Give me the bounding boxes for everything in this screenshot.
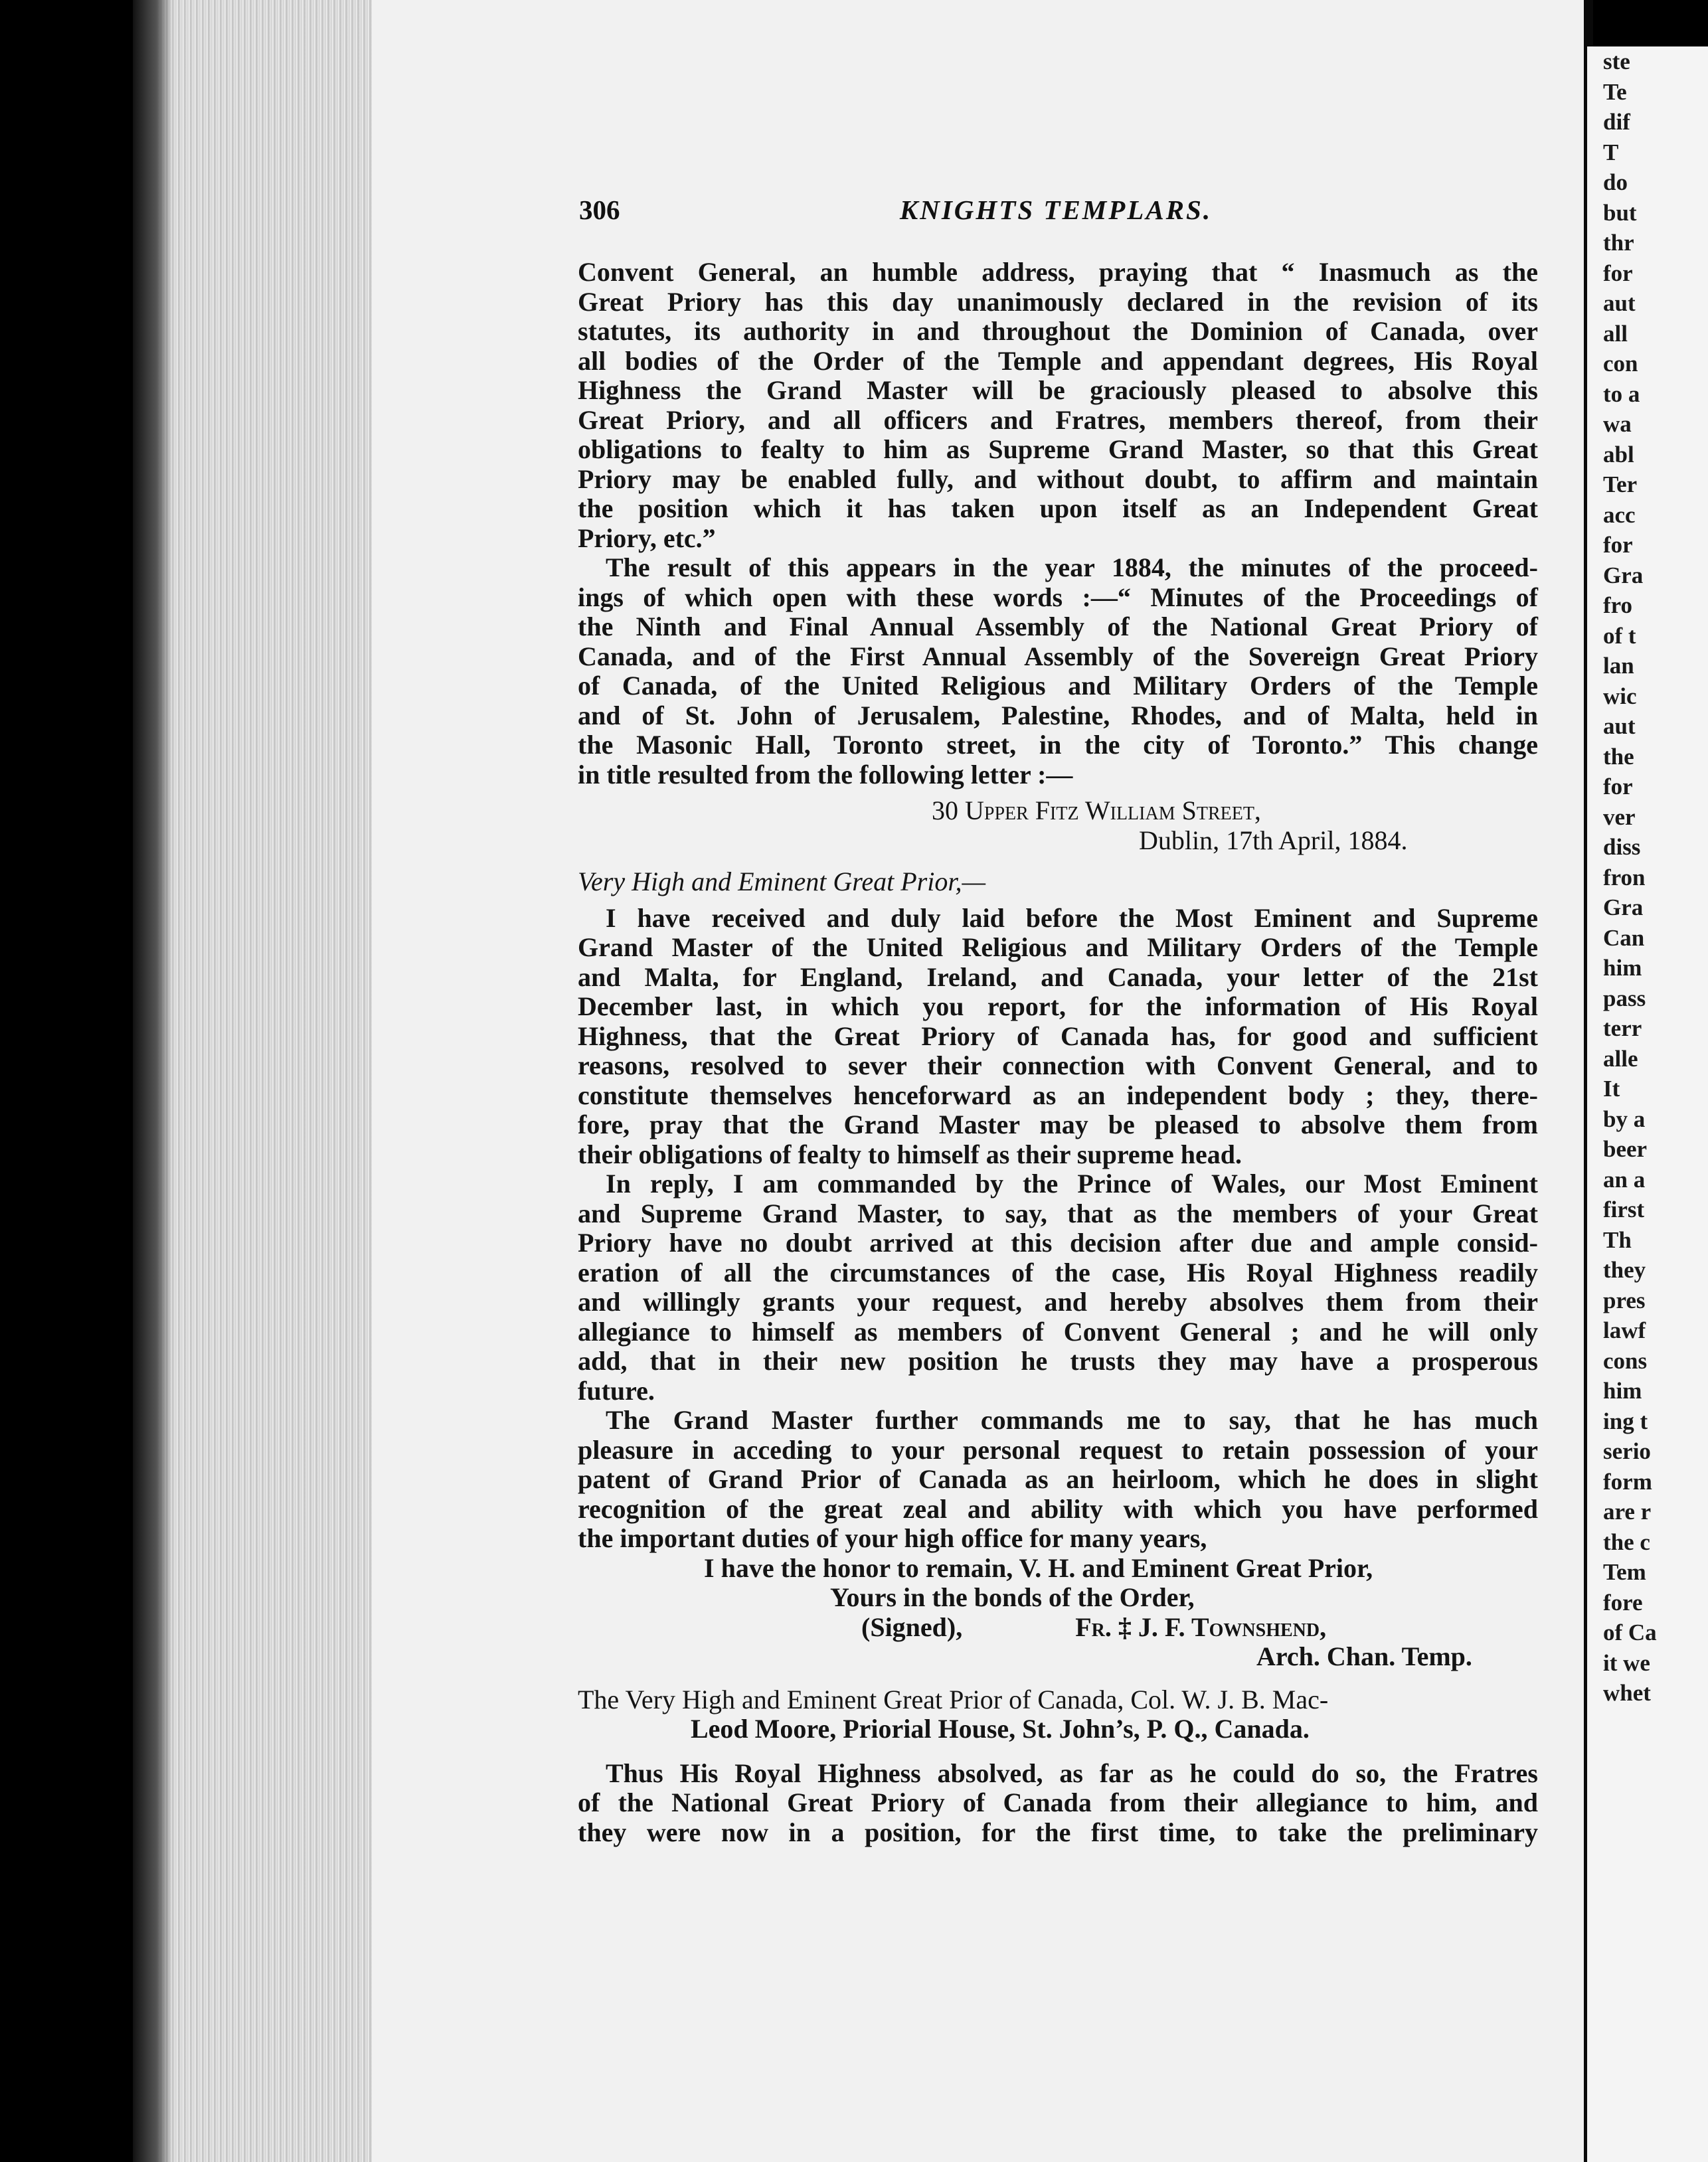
signed-label: (Signed), (861, 1612, 963, 1642)
text-line: allegiance to himself as members of Convent General ; and he will only (578, 1316, 1538, 1347)
facing-page-fragment: serio (1603, 1438, 1651, 1464)
letter-paragraph (578, 904, 1538, 1170)
closing-paragraph (578, 1744, 1538, 1848)
letter-paragraph (578, 1406, 1538, 1554)
facing-page-fragment: terr (1603, 1015, 1642, 1041)
text-line: The result of this appears in the year 1884, the minutes of the proceed- (606, 552, 1538, 582)
text-line: of Canada, of the United Religious and Military Orders of the Temple (578, 671, 1538, 701)
facing-page-fragment: thr (1603, 230, 1634, 256)
page-header (579, 194, 1533, 231)
closing-line: Yours in the bonds of the Order, (830, 1582, 1195, 1612)
facing-page-fragment: they (1603, 1257, 1646, 1283)
page-number: 306 (579, 195, 620, 225)
text-line: and of St. John of Jerusalem, Palestine, Rhodes, and of Malta, held in (578, 700, 1538, 730)
text-line: Convent General, an humble address, praying that “ Inasmuch as the (578, 257, 1538, 287)
facing-page-fragment: lan (1603, 653, 1634, 679)
facing-page-fragment: acc (1603, 501, 1636, 528)
facing-page-fragment: abl (1603, 441, 1634, 467)
facing-page-fragment: aut (1603, 713, 1636, 739)
facing-page-fragment: pass (1603, 985, 1646, 1011)
letter-address: 30 Upper Fitz William Street, (932, 795, 1261, 825)
letter-salutation: Very High and Eminent Great Prior,— (578, 867, 986, 896)
facing-page-fragment: all (1603, 320, 1628, 347)
facing-page-fragment: It (1603, 1076, 1620, 1102)
text-line: and willingly grants your request, and hereby absolves them from their (578, 1287, 1538, 1317)
letter-addressee (578, 1672, 1538, 1744)
binding-shadow (133, 0, 173, 2162)
facing-page-fragment: aut (1603, 290, 1636, 316)
facing-page-fragment: whet (1603, 1680, 1651, 1706)
text-line: Canada, and of the First Annual Assembly of the Sovereign Great Priory (578, 641, 1538, 671)
facing-page-fragment: Tem (1603, 1559, 1646, 1585)
text-line: I have received and duly laid before the Most Eminent and Supreme (606, 902, 1538, 933)
facing-page-fragment: alle (1603, 1045, 1638, 1072)
facing-page-fragment: it we (1603, 1649, 1650, 1676)
signed-line (578, 1613, 1538, 1643)
text-line: and Supreme Grand Master, to say, that as the members of your Great (578, 1198, 1538, 1228)
text-line: statutes, its authority in and throughout the Dominion of Canada, over (578, 316, 1538, 346)
letter-dateline (578, 790, 1538, 855)
text-line: Great Priory has this day unanimously declared in the revision of its (578, 286, 1538, 317)
signee-name: Fr. ‡ J. F. Townshend, (1075, 1612, 1327, 1642)
text-line: eration of all the circumstances of the case, His Royal Highness readily (578, 1257, 1538, 1288)
text-line: their obligations of fealty to himself as their supreme head. (578, 1139, 1242, 1169)
text-line: pleasure in acceding to your personal request to retain possession of your (578, 1434, 1538, 1465)
text-line: in title resulted from the following letter :— (578, 759, 1073, 790)
facing-page-fragment: Gra (1603, 562, 1644, 588)
text-line: the Masonic Hall, Toronto street, in the city of Toronto.” This change (578, 730, 1538, 760)
facing-page-fragment: him (1603, 955, 1642, 981)
facing-page-fragment: Can (1603, 924, 1645, 951)
facing-page-fragment: by a (1603, 1106, 1646, 1132)
facing-page-fragment: ste (1603, 48, 1630, 74)
text-line: the Ninth and Final Annual Assembly of the National Great Priory of (578, 612, 1538, 641)
facing-page-fragment: form (1603, 1468, 1652, 1495)
page-body (578, 258, 1538, 1847)
facing-page-fragment: ing t (1603, 1408, 1648, 1434)
text-line: recognition of the great zeal and ability with which you have performed (578, 1493, 1538, 1524)
facing-page-fragment: T (1603, 139, 1619, 165)
text-line: the position which it has taken upon itself as an Independent Great (578, 493, 1538, 523)
facing-page-fragment: wic (1603, 683, 1637, 709)
text-line: Thus His Royal Highness absolved, as far as he could do so, the Fratres (606, 1758, 1538, 1788)
facing-page-fragment: to a (1603, 380, 1640, 407)
text-line: Priory have no doubt arrived at this decision after due and ample consid- (578, 1228, 1538, 1258)
facing-page-fragment: fron (1603, 864, 1646, 890)
paragraph-minutes (578, 553, 1538, 790)
text-line: Great Priory, and all officers and Fratres, members thereof, from their (578, 404, 1538, 435)
facing-page-fragment: Te (1603, 78, 1627, 105)
text-line: obligations to fealty to him as Supreme Grand Master, so that this Great (578, 434, 1538, 464)
text-line: the important duties of your high office for many years, (578, 1523, 1207, 1553)
facing-page-fragment: Ter (1603, 471, 1638, 497)
text-line: Grand Master of the United Religious and Military Orders of the Temple (578, 932, 1538, 962)
facing-page-fragment: are r (1603, 1499, 1652, 1525)
facing-page (1587, 46, 1708, 2162)
facing-page-fragment: do (1603, 169, 1628, 195)
text-line: of the National Great Priory of Canada from their allegiance to him, and (578, 1788, 1538, 1817)
facing-page-fragment: an a (1603, 1166, 1646, 1193)
text-line: Highness, that the Great Priory of Canada has, for good and sufficient (578, 1021, 1538, 1051)
running-title: KNIGHTS TEMPLARS. (899, 195, 1213, 225)
facing-page-fragment: him (1603, 1378, 1642, 1404)
facing-page-fragment: lawf (1603, 1317, 1646, 1343)
facing-page-fragment: for (1603, 774, 1633, 799)
letter-paragraph (578, 1169, 1538, 1406)
facing-page-fragment: first (1603, 1197, 1645, 1222)
facing-page-fragment: dif (1603, 109, 1630, 135)
text-line: add, that in their new position he trusts they may have a prosperous (578, 1346, 1538, 1376)
facing-page-fragment: of t (1603, 622, 1636, 649)
text-line: they were now in a position, for the first time, to take the preliminary (578, 1817, 1538, 1847)
addressee-line: Leod Moore, Priorial House, St. John’s, P. Q., Canada. (691, 1714, 1310, 1744)
facing-page-fragment: Gra (1603, 894, 1644, 920)
facing-page-fragment: wa (1603, 411, 1632, 437)
facing-page-fragment: but (1603, 199, 1637, 226)
facing-page-fragment: for (1603, 532, 1633, 558)
facing-page-fragment: the (1603, 743, 1634, 770)
text-line: fore, pray that the Grand Master may be pleased to absolve them from (578, 1110, 1538, 1139)
text-line: reasons, resolved to sever their connection with Convent General, and to (578, 1050, 1538, 1080)
facing-page-fragment: cons (1603, 1347, 1648, 1374)
text-line: future. (578, 1375, 655, 1406)
letter-signature-block (578, 1554, 1538, 1672)
facing-page-fragment: con (1603, 351, 1638, 376)
facing-page-fragment: beer (1603, 1136, 1648, 1162)
facing-page-fragment: ver (1603, 803, 1636, 830)
facing-page-fragment: fro (1603, 592, 1633, 618)
text-line: patent of Grand Prior of Canada as an heirloom, which he does in slight (578, 1464, 1538, 1494)
facing-page-fragment: for (1603, 260, 1633, 286)
facing-page-fragment: fore (1603, 1589, 1643, 1616)
text-line: Priory may be enabled fully, and without doubt, to affirm and maintain (578, 463, 1538, 494)
facing-page-fragment: pres (1603, 1287, 1646, 1313)
letter-date: Dublin, 17th April, 1884. (1139, 825, 1408, 855)
text-line: constitute themselves henceforward as an independent body ; they, there- (578, 1080, 1538, 1110)
facing-page-fragment: of Ca (1603, 1620, 1657, 1645)
facing-page-fragment: Th (1603, 1226, 1632, 1253)
text-line: all bodies of the Order of the Temple and appendant degrees, His Royal (578, 345, 1538, 376)
text-line: In reply, I am commanded by the Prince of Wales, our Most Eminent (606, 1169, 1538, 1199)
text-line: The Grand Master further commands me to say, that he has much (606, 1405, 1538, 1435)
facing-page-fragment: diss (1603, 834, 1641, 860)
text-line: and Malta, for England, Ireland, and Canada, your letter of the 21st (578, 961, 1538, 992)
text-line: Priory, etc.” (578, 523, 716, 553)
closing-line: I have the honor to remain, V. H. and Eminent Great Prior, (704, 1552, 1373, 1583)
signee-title: Arch. Chan. Temp. (1256, 1641, 1472, 1671)
text-line: ings of which open with these words :—“ Minutes of the Proceedings of (578, 582, 1538, 612)
paragraph-address (578, 258, 1538, 553)
addressee-line: The Very High and Eminent Great Prior of Canada, Col. W. J. B. Mac- (578, 1684, 1329, 1714)
facing-page-fragment: the c (1603, 1529, 1650, 1555)
text-line: Highness the Grand Master will be graciously pleased to absolve this (578, 375, 1538, 405)
text-line: December last, in which you report, for the information of His Royal (578, 991, 1538, 1021)
